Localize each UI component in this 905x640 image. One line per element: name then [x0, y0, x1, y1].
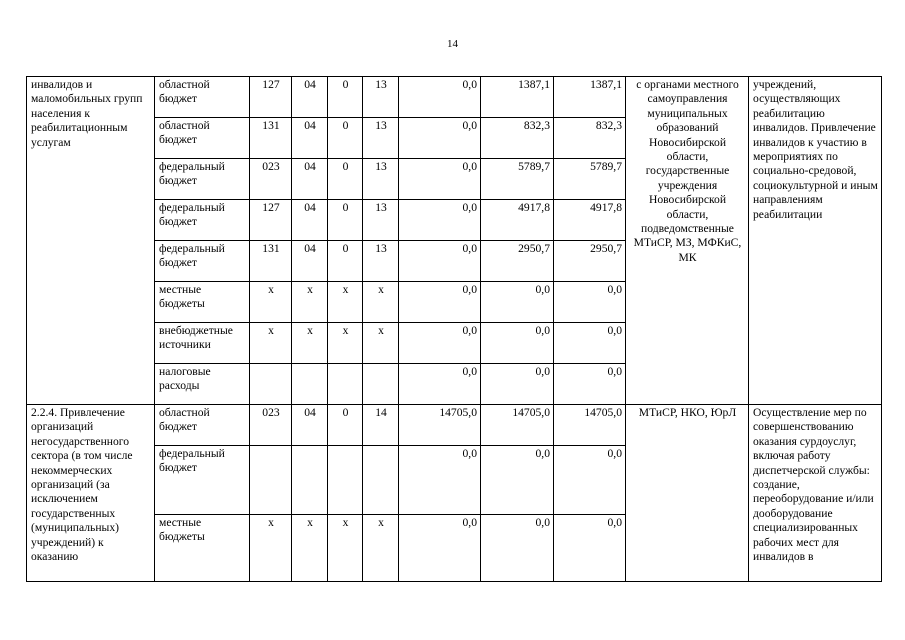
amount-year-1: 0,0 [399, 364, 481, 405]
amount-year-2: 14705,0 [481, 405, 554, 446]
budget-code-pgp: х [328, 282, 363, 323]
executors: с органами местного самоуправления муниципальных образований Новосибирской области, государственные учреждения Новосибирской области, подведомственные МТиСР, МЗ, МФКиС, МК [626, 77, 749, 405]
expected-result: Осуществление мер по совершенствованию оказания сурдоуслуг, включая работу диспетчерской службы: создание, переоборудование и/или дооборудование специализированных рабочих мест для инвалидов в [749, 405, 882, 582]
funding-source: федеральный бюджет [155, 241, 250, 282]
amount-total: 1387,1 [554, 77, 626, 118]
amount-year-1: 14705,0 [399, 405, 481, 446]
budget-code-grbs: 131 [250, 241, 292, 282]
budget-code-om: х [363, 323, 399, 364]
amount-year-2: 5789,7 [481, 159, 554, 200]
budget-code-pgp [328, 446, 363, 515]
amount-year-1: 0,0 [399, 118, 481, 159]
budget-code-grbs: 131 [250, 118, 292, 159]
amount-year-1: 0,0 [399, 241, 481, 282]
funding-source: федеральный бюджет [155, 200, 250, 241]
amount-year-2: 0,0 [481, 282, 554, 323]
budget-code-pgp: х [328, 323, 363, 364]
budget-code-pgp: 0 [328, 159, 363, 200]
table-row [27, 405, 882, 446]
amount-year-1: 0,0 [399, 515, 481, 582]
amount-total: 832,3 [554, 118, 626, 159]
amount-year-2: 832,3 [481, 118, 554, 159]
amount-year-2: 1387,1 [481, 77, 554, 118]
amount-year-1: 0,0 [399, 323, 481, 364]
budget-code-pgp: 0 [328, 200, 363, 241]
budget-code-pgp [328, 364, 363, 405]
budget-code-gp: 04 [292, 200, 328, 241]
funding-source: внебюджетные источники [155, 323, 250, 364]
budget-code-grbs: х [250, 282, 292, 323]
amount-total: 4917,8 [554, 200, 626, 241]
budget-code-grbs: 127 [250, 200, 292, 241]
amount-year-2: 2950,7 [481, 241, 554, 282]
budget-code-om: 13 [363, 118, 399, 159]
amount-year-1: 0,0 [399, 282, 481, 323]
funding-source: федеральный бюджет [155, 446, 250, 515]
funding-source: местные бюджеты [155, 282, 250, 323]
funding-source: областной бюджет [155, 77, 250, 118]
amount-year-1: 0,0 [399, 159, 481, 200]
amount-year-2: 0,0 [481, 446, 554, 515]
budget-code-gp: 04 [292, 118, 328, 159]
budget-code-pgp: 0 [328, 241, 363, 282]
budget-code-pgp: 0 [328, 405, 363, 446]
amount-year-1: 0,0 [399, 200, 481, 241]
expected-result: учреждений, осуществляющих реабилитацию инвалидов. Привлечение инвалидов к участию в мероприятиях по социально-средовой, социокультурной и иным направлениям реабилитации [749, 77, 882, 405]
budget-code-gp: 04 [292, 405, 328, 446]
budget-code-gp: х [292, 515, 328, 582]
budget-code-gp: 04 [292, 241, 328, 282]
budget-code-pgp: 0 [328, 118, 363, 159]
budget-code-gp: 04 [292, 77, 328, 118]
budget-code-pgp: 0 [328, 77, 363, 118]
budget-code-om: 13 [363, 159, 399, 200]
amount-total: 5789,7 [554, 159, 626, 200]
table-row [27, 77, 882, 118]
budget-code-om: х [363, 282, 399, 323]
budget-code-om: 14 [363, 405, 399, 446]
budget-code-gp [292, 446, 328, 515]
amount-total: 0,0 [554, 282, 626, 323]
amount-total: 0,0 [554, 446, 626, 515]
budget-code-om [363, 446, 399, 515]
amount-total: 14705,0 [554, 405, 626, 446]
amount-total: 0,0 [554, 364, 626, 405]
program-table [26, 76, 882, 582]
amount-total: 0,0 [554, 515, 626, 582]
budget-code-grbs: 127 [250, 77, 292, 118]
amount-year-1: 0,0 [399, 77, 481, 118]
funding-source: налоговые расходы [155, 364, 250, 405]
budget-code-grbs: 023 [250, 405, 292, 446]
amount-total: 2950,7 [554, 241, 626, 282]
budget-code-pgp: х [328, 515, 363, 582]
amount-year-2: 4917,8 [481, 200, 554, 241]
budget-code-om: х [363, 515, 399, 582]
executors: МТиСР, НКО, ЮрЛ [626, 405, 749, 582]
budget-code-gp: 04 [292, 159, 328, 200]
budget-code-grbs [250, 446, 292, 515]
amount-year-2: 0,0 [481, 364, 554, 405]
measure-title: инвалидов и маломобильных групп населения к реабилитационным услугам [27, 77, 155, 405]
amount-year-2: 0,0 [481, 515, 554, 582]
budget-code-gp: х [292, 282, 328, 323]
budget-code-grbs: х [250, 515, 292, 582]
page-number: 14 [447, 38, 458, 50]
budget-code-om: 13 [363, 241, 399, 282]
budget-code-gp [292, 364, 328, 405]
budget-code-om: 13 [363, 77, 399, 118]
measure-title: 2.2.4. Привлечение организаций негосударственного сектора (в том числе некоммерческих организаций (за исключением государственных (муниципальных) учреждений) к оказанию [27, 405, 155, 582]
funding-source: федеральный бюджет [155, 159, 250, 200]
budget-code-om [363, 364, 399, 405]
budget-code-grbs: х [250, 323, 292, 364]
amount-total: 0,0 [554, 323, 626, 364]
budget-code-om: 13 [363, 200, 399, 241]
amount-year-1: 0,0 [399, 446, 481, 515]
budget-code-grbs [250, 364, 292, 405]
budget-code-gp: х [292, 323, 328, 364]
amount-year-2: 0,0 [481, 323, 554, 364]
funding-source: местные бюджеты [155, 515, 250, 582]
budget-code-grbs: 023 [250, 159, 292, 200]
funding-source: областной бюджет [155, 405, 250, 446]
funding-source: областной бюджет [155, 118, 250, 159]
